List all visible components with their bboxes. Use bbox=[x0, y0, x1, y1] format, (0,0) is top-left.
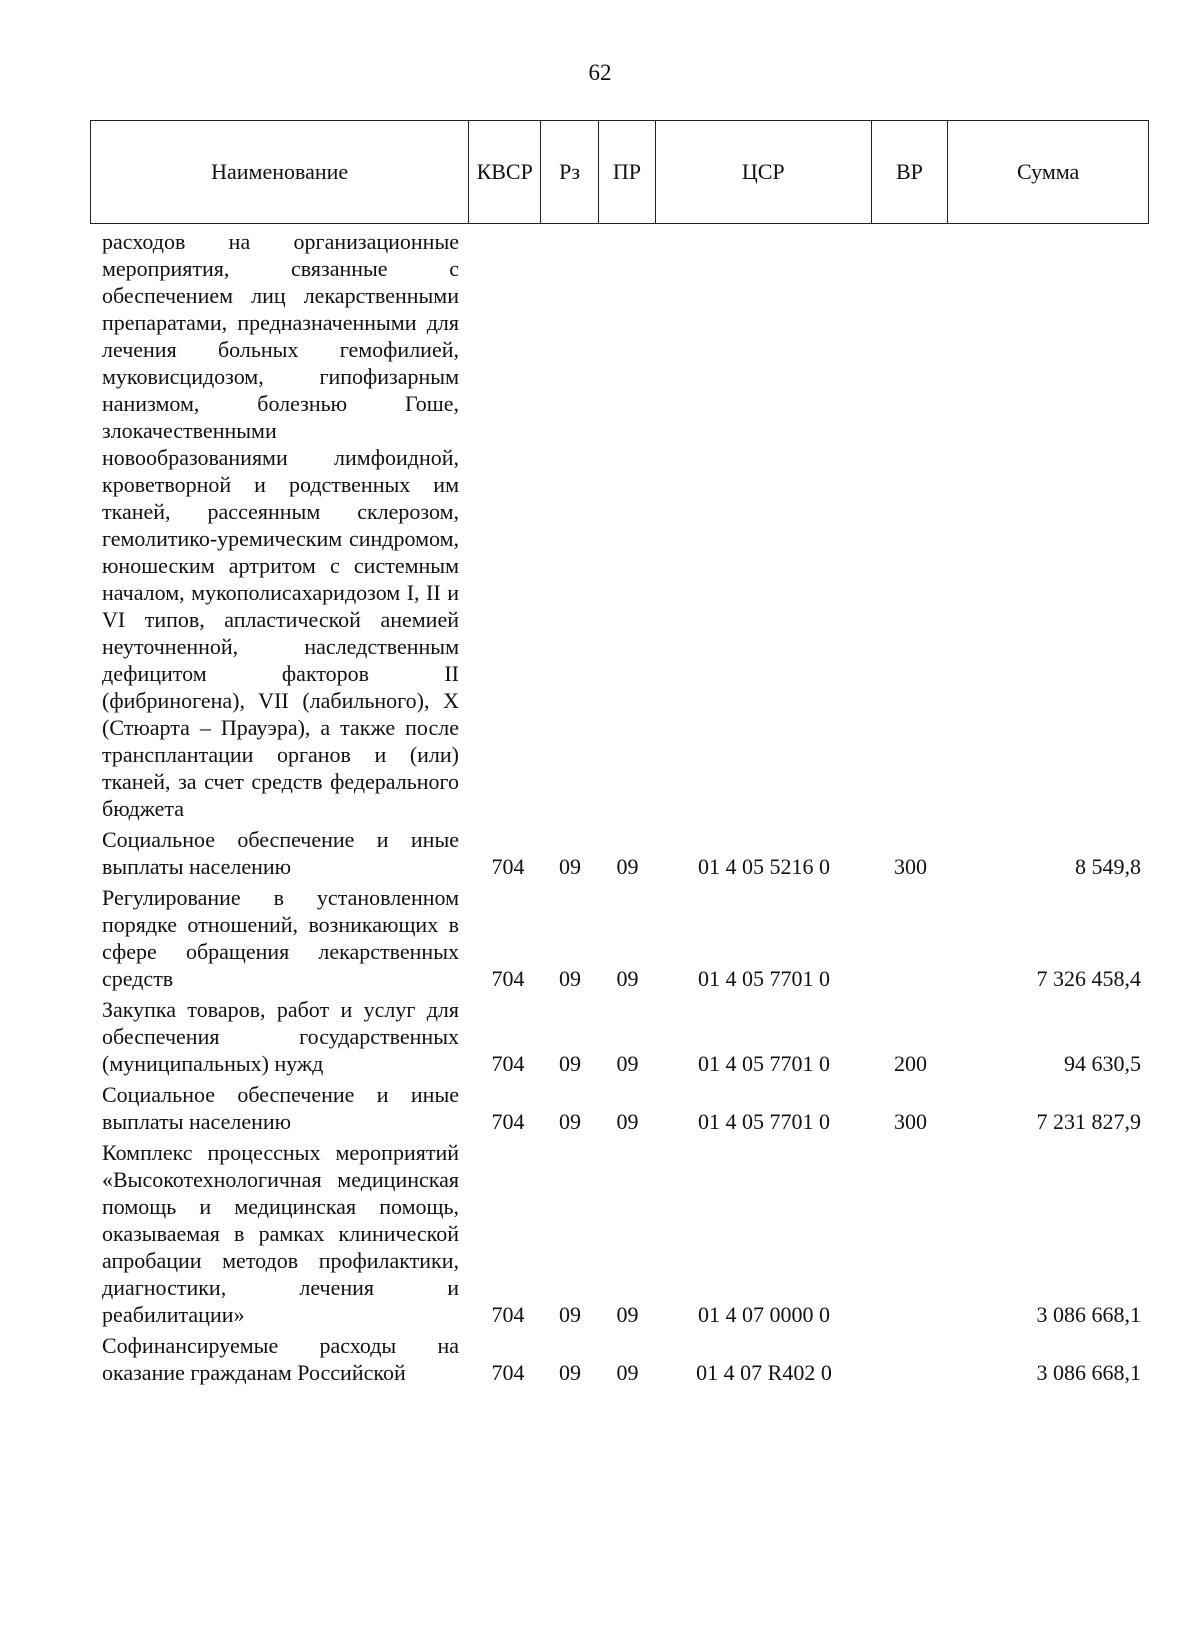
row-kvsr: 704 bbox=[491, 1360, 525, 1385]
row-kvsr: 704 bbox=[491, 1302, 525, 1327]
table-row bbox=[90, 996, 1149, 1077]
row-name: Закупка товаров, работ и услуг для обеспечения государственных (муниципальных) нужд bbox=[102, 997, 459, 1076]
row-pr: 09 bbox=[616, 854, 639, 879]
row-csr: 01 4 07 R402 0 bbox=[696, 1360, 832, 1385]
row-name: Социальное обеспечение и иные выплаты населению bbox=[102, 827, 459, 879]
table-row bbox=[90, 1081, 1149, 1135]
row-rz: 09 bbox=[559, 1051, 581, 1076]
row-pr: 09 bbox=[616, 1302, 639, 1327]
table-row bbox=[90, 228, 1149, 822]
row-csr: 01 4 07 0000 0 bbox=[698, 1302, 830, 1327]
table-header bbox=[90, 120, 1149, 224]
row-sum: 7 326 458,4 bbox=[1036, 966, 1141, 991]
header-vr: ВР bbox=[872, 121, 949, 223]
header-sum: Сумма bbox=[1017, 159, 1080, 184]
row-sum: 94 630,5 bbox=[1064, 1051, 1141, 1076]
row-csr: 01 4 05 5216 0 bbox=[698, 854, 830, 879]
header-name: Наименование bbox=[91, 121, 469, 223]
page-number: 62 bbox=[588, 60, 612, 85]
row-name: Комплекс процессных мероприятий «Высокотехнологичная медицинская помощь и медицинская помощь, оказываемая в рамках клинической апробации методов профилактики, диагностики, лечения и реабилитации» bbox=[102, 1140, 459, 1327]
row-sum: 8 549,8 bbox=[1075, 854, 1141, 879]
row-rz: 09 bbox=[559, 854, 581, 879]
row-sum: 3 086 668,1 bbox=[1036, 1302, 1141, 1327]
row-pr: 09 bbox=[616, 1051, 639, 1076]
row-sum: 7 231 827,9 bbox=[1036, 1109, 1141, 1134]
row-vr: 300 bbox=[894, 854, 927, 879]
row-pr: 09 bbox=[616, 1109, 639, 1134]
row-vr: 300 bbox=[894, 1109, 927, 1134]
row-rz: 09 bbox=[559, 1302, 581, 1327]
header-csr: ЦСР bbox=[656, 121, 872, 223]
row-csr: 01 4 05 7701 0 bbox=[698, 966, 830, 991]
header-kvsr: КВСР bbox=[469, 121, 541, 223]
row-name: расходов на организационные мероприятия, связанные с обеспечением лиц лекарственными препаратами, предназначенными для лечения больных гемофилией, муковисцидозом, гипофизарным нанизмом, болезнью Гоше, злокачественными новообразованиями лимфоидной, кроветворной и родственных им тканей, рассеянным склерозом, гемолитико-уремическим синдромом, юношеским артритом с системным началом, мукополисахаридозом I, II и VI типов, апластической анемией неуточненной, наследственным дефицитом факторов II (фибриногена), VII (лабильного), X (Стюарта – Прауэра), а также после трансплантации органов и (или) тканей, за счет средств федерального бюджета bbox=[102, 229, 459, 821]
row-rz: 09 bbox=[559, 1109, 581, 1134]
row-name: Регулирование в установленном порядке отношений, возникающих в сфере обращения лекарственных средств bbox=[102, 885, 459, 991]
table-body bbox=[90, 228, 1149, 1390]
row-csr: 01 4 05 7701 0 bbox=[698, 1051, 830, 1076]
table-row bbox=[90, 884, 1149, 992]
table-row bbox=[90, 826, 1149, 880]
row-kvsr: 704 bbox=[491, 1109, 525, 1134]
row-kvsr: 704 bbox=[491, 1051, 525, 1076]
header-rz: Рз bbox=[541, 121, 599, 223]
row-rz: 09 bbox=[559, 1360, 581, 1385]
row-rz: 09 bbox=[559, 966, 581, 991]
table-row bbox=[90, 1332, 1149, 1386]
row-sum: 3 086 668,1 bbox=[1036, 1360, 1141, 1385]
row-csr: 01 4 05 7701 0 bbox=[698, 1109, 830, 1134]
row-vr: 200 bbox=[894, 1051, 927, 1076]
table-row bbox=[90, 1139, 1149, 1328]
row-name: Софинансируемые расходы на оказание гражданам Российской bbox=[102, 1333, 459, 1385]
row-name: Социальное обеспечение и иные выплаты населению bbox=[102, 1082, 459, 1134]
header-pr: ПР bbox=[599, 121, 656, 223]
row-kvsr: 704 bbox=[491, 966, 525, 991]
row-pr: 09 bbox=[616, 1360, 639, 1385]
row-kvsr: 704 bbox=[491, 854, 525, 879]
row-pr: 09 bbox=[616, 966, 639, 991]
